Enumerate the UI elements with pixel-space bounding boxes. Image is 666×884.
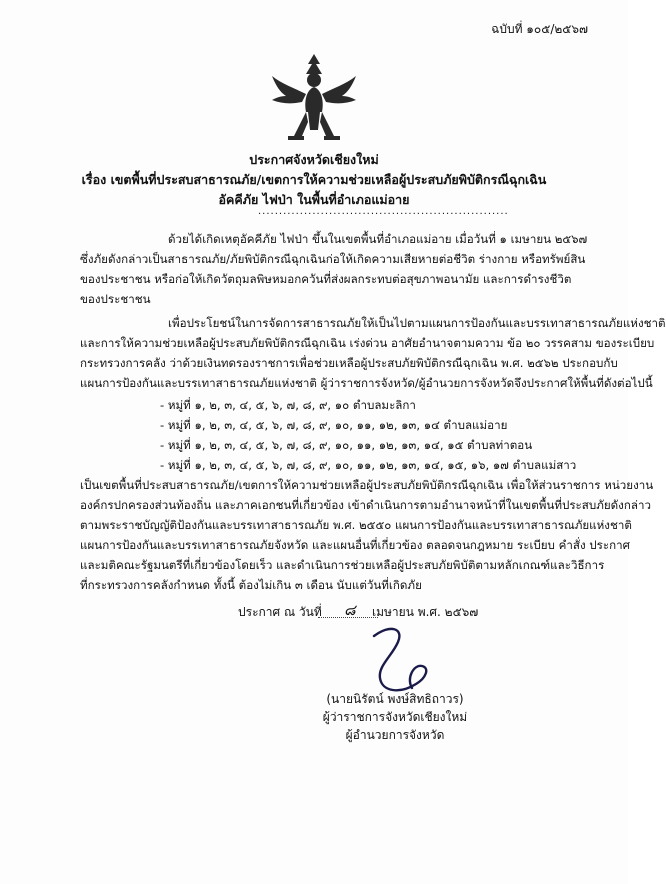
paragraph-2-line: กระทรวงการคลัง ว่าด้วยเงินทดรองราชการเพื่อช่วยเหลือผู้ประสบภัยพิบัติกรณีฉุกเฉิน พ.ศ. ๒๕๖๒ ประกอบกับ [80, 356, 618, 370]
signature-mark [360, 622, 440, 700]
signatory-title: ผู้ว่าราชการจังหวัดเชียงใหม่ [322, 710, 468, 724]
paragraph-2-line: และการให้ความช่วยเหลือผู้ประสบภัยพิบัติกรณีฉุกเฉิน เร่งด่วน อาศัยอำนาจตามความ ข้อ ๒๐ วรรคสาม ของระเบียบ [80, 336, 655, 350]
paragraph-3-line: ที่กระทรวงการคลังกำหนด ทั้งนี้ ต้องไม่เกิน ๓ เดือน นับแต่วันที่เกิดภัย [80, 578, 422, 592]
signatory-role: ผู้อำนวยการจังหวัด [345, 728, 445, 742]
paragraph-1-line: ของประชาชน [80, 292, 151, 306]
date-month-year: เมษายน พ.ศ. ๒๕๖๗ [372, 605, 479, 619]
header-divider: ............................................................ [258, 206, 509, 217]
paragraph-3-line: แผนการป้องกันและบรรเทาสาธารณภัยจังหวัด และแผนอื่นที่เกี่ยวข้อง ตลอดจนกฎหมาย ระเบียบ คำสั่ง ประกาศ [80, 538, 630, 552]
paragraph-2-line: แผนการป้องกันและบรรเทาสาธารณภัยแห่งชาติ ผู้ว่าราชการจังหวัด/ผู้อำนวยการจังหวัดจึงประกาศให้พื้นที่ดังต่อไปนี้ [80, 376, 653, 390]
paragraph-3-line: องค์กรปกครองส่วนท้องถิ่น และภาคเอกชนที่เกี่ยวข้อง เข้าดำเนินการตามอำนาจหน้าที่ในเขตพื้นที่ประสบภัยดังกล่าว [80, 498, 651, 512]
paragraph-1-line: ซึ่งภัยดังกล่าวเป็นสาธารณภัย/ภัยพิบัติกรณีฉุกเฉินก่อให้เกิดความเสียหายต่อชีวิต ร่างกาย หรือทรัพย์สิน [80, 252, 586, 266]
announcement-subject-detail: อัคคีภัย ไฟป่า ในพื้นที่อำเภอแม่อาย [218, 192, 410, 207]
date-label: ประกาศ ณ วันที่ [238, 605, 322, 619]
announcement-title: ประกาศจังหวัดเชียงใหม่ [249, 152, 379, 167]
area-list-item: - หมู่ที่ ๑, ๒, ๓, ๔, ๕, ๖, ๗, ๘, ๙, ๑๐, ๑๑, ๑๒, ๑๓, ๑๔, ๑๕, ๑๖, ๑๗ ตำบลแม่สาว [160, 458, 577, 472]
area-list-item: - หมู่ที่ ๑, ๒, ๓, ๔, ๕, ๖, ๗, ๘, ๙, ๑๐, ๑๑, ๑๒, ๑๓, ๑๔, ๑๕ ตำบลท่าตอน [160, 438, 533, 452]
signatory-name: (นายนิรัตน์ พงษ์สิทธิถาวร) [326, 692, 464, 706]
announcement-subject: เรื่อง เขตพื้นที่ประสบสาธารณภัย/เขตการให้ความช่วยเหลือผู้ประสบภัยพิบัติกรณีฉุกเฉิน [81, 172, 547, 187]
paragraph-3-line: เป็นเขตพื้นที่ประสบสาธารณภัย/เขตการให้ความช่วยเหลือผู้ประสบภัยพิบัติกรณีฉุกเฉิน เพื่อให้ส่วนราชการ หน่วยงาน [80, 478, 654, 492]
paragraph-2-line: เพื่อประโยชน์ในการจัดการสาธารณภัยให้เป็นไปตามแผนการป้องกันและบรรเทาสาธารณภัยแห่งชาติ [168, 316, 666, 330]
area-list-item: - หมู่ที่ ๑, ๒, ๓, ๔, ๕, ๖, ๗, ๘, ๙, ๑๐ ตำบลมะลิกา [160, 398, 416, 412]
paragraph-1-line: ด้วยได้เกิดเหตุอัคคีภัย ไฟป่า ขึ้นในเขตพื้นที่อำเภอแม่อาย เมื่อวันที่ ๑ เมษายน ๒๕๖๗ [168, 232, 588, 246]
paragraph-1-line: ของประชาชน หรือก่อให้เกิดวัตถุมลพิษหมอกควันที่ส่งผลกระทบต่อสุขภาพอนามัย และการดำรงชีวิต [80, 272, 572, 286]
date-dotted-line [318, 617, 378, 618]
paragraph-3-line: และมติคณะรัฐมนตรีที่เกี่ยวข้องโดยเร็ว และดำเนินการช่วยเหลือผู้ประสบภัยพิบัติตามหลักเกณฑ์และวิธีการ [80, 558, 605, 572]
paragraph-3-line: ตามพระราชบัญญัติป้องกันและบรรเทาสาธารณภัย พ.ศ. ๒๕๕๐ แผนการป้องกันและบรรเทาสาธารณภัยแห่งชาติ [80, 518, 632, 532]
garuda-emblem [268, 50, 360, 146]
date-day: ๘ [344, 601, 356, 619]
area-list-item: - หมู่ที่ ๑, ๒, ๓, ๔, ๕, ๖, ๗, ๘, ๙, ๑๐, ๑๑, ๑๒, ๑๓, ๑๔ ตำบลแม่อาย [160, 418, 508, 432]
document-number: ฉบับที่ ๑๐๕/๒๕๖๗ [491, 22, 588, 36]
